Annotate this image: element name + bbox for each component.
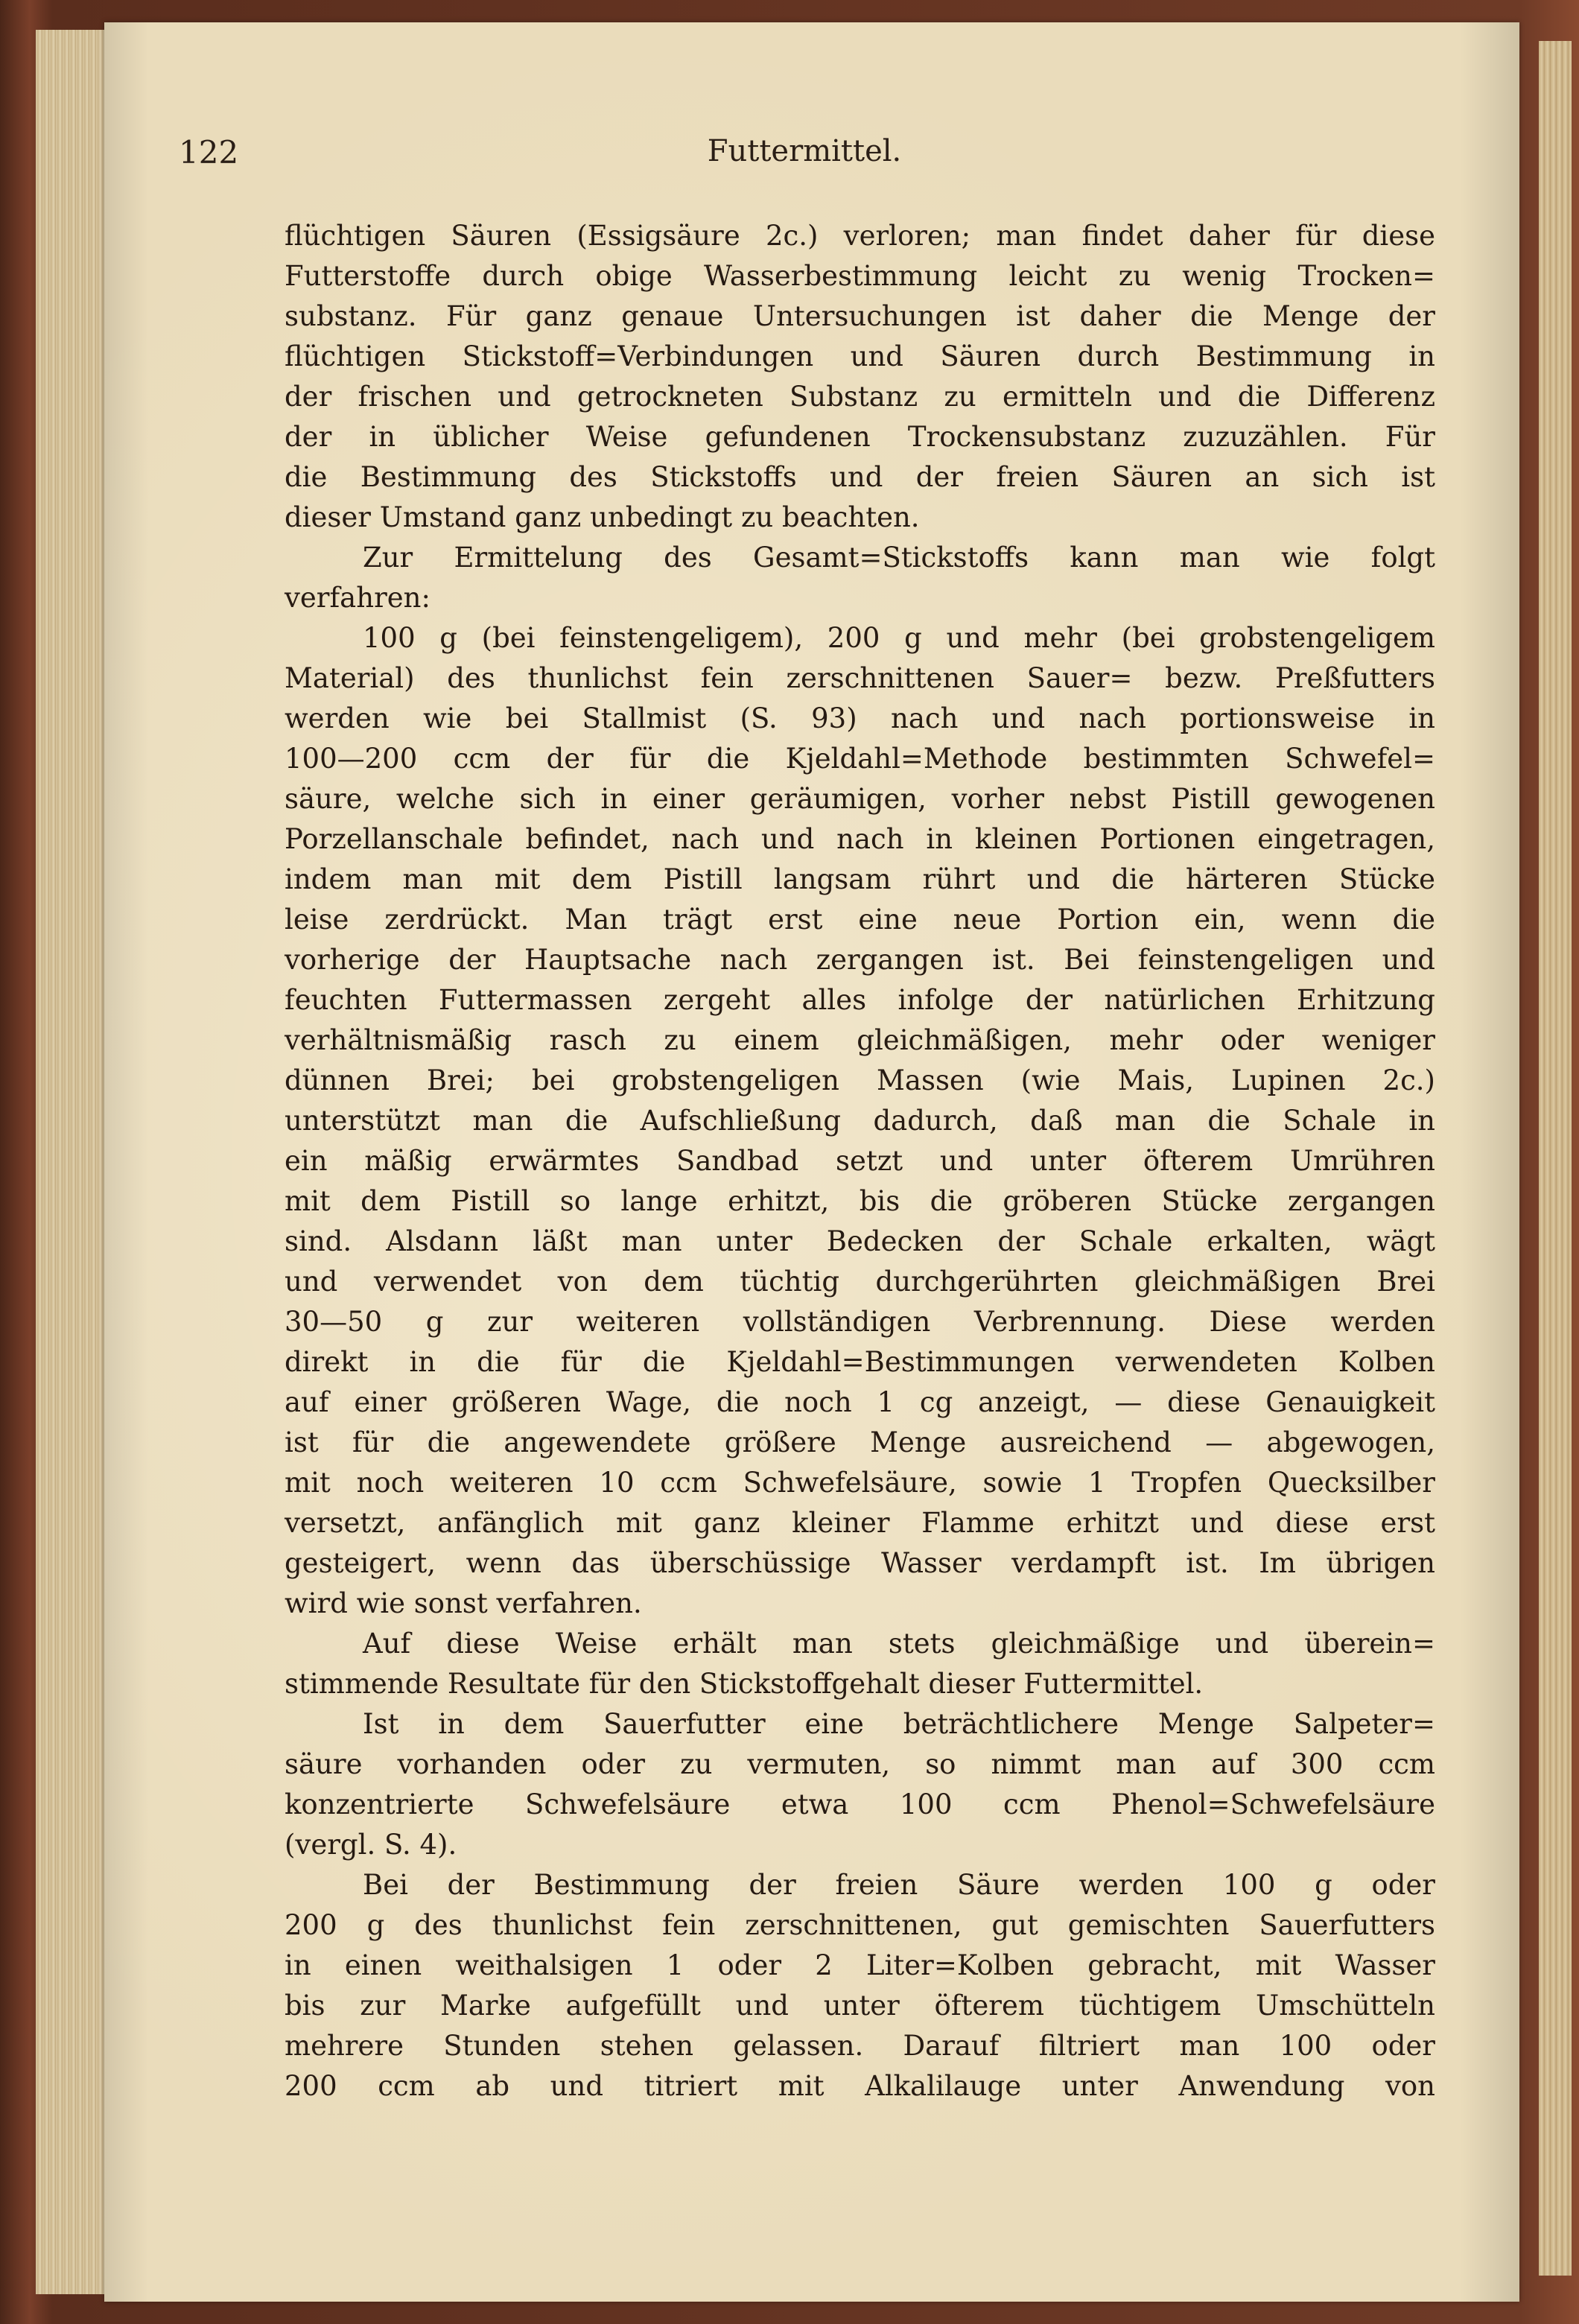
text-line: Ist in dem Sauerfutter eine beträchtlichere Menge Salpeter=: [363, 1708, 1435, 1740]
text-line: stimmende Resultate für den Stickstoffgehalt dieser Futtermittel.: [285, 1668, 1204, 1700]
text-line: bis zur Marke aufgefüllt und unter öfterem tüchtigem Umschütteln: [285, 1990, 1435, 2022]
text-line: Auf diese Weise erhält man stets gleichmäßige und überein=: [363, 1628, 1435, 1660]
text-line: sind. Alsdann läßt man unter Bedecken der Schale erkalten, wägt: [285, 1225, 1435, 1257]
text-line: dieser Umstand ganz unbedingt zu beachten.: [285, 501, 920, 533]
text-line: ein mäßig erwärmtes Sandbad setzt und unter öfterem Umrühren: [285, 1145, 1435, 1177]
text-line: unterstützt man die Aufschließung dadurch, daß man die Schale in: [285, 1105, 1435, 1137]
text-line: verhältnismäßig rasch zu einem gleichmäßigen, mehr oder weniger: [285, 1024, 1435, 1056]
text-line: in einen weithalsigen 1 oder 2 Liter=Kolben gebracht, mit Wasser: [285, 1949, 1435, 1981]
text-line: mit noch weiteren 10 ccm Schwefelsäure, sowie 1 Tropfen Quecksilber: [285, 1467, 1435, 1499]
text-line: werden wie bei Stallmist (S. 93) nach und nach portionsweise in: [285, 702, 1435, 734]
text-line: mit dem Pistill so lange erhitzt, bis die gröberen Stücke zergangen: [285, 1185, 1435, 1217]
text-line: Porzellanschale befindet, nach und nach in kleinen Portionen eingetragen,: [285, 823, 1435, 855]
text-line: Futterstoffe durch obige Wasserbestimmung leicht zu wenig Trocken=: [285, 260, 1435, 292]
text-line: der frischen und getrockneten Substanz zu ermitteln und die Differenz: [285, 381, 1435, 413]
text-line: auf einer größeren Wage, die noch 1 cg anzeigt, — diese Genauigkeit: [285, 1386, 1435, 1418]
text-line: gesteigert, wenn das überschüssige Wasser verdampft ist. Im übrigen: [285, 1547, 1435, 1579]
text-line: wird wie sonst verfahren.: [285, 1587, 642, 1619]
text-line: die Bestimmung des Stickstoffs und der freien Säuren an sich ist: [285, 461, 1435, 493]
text-line: mehrere Stunden stehen gelassen. Darauf filtriert man 100 oder: [285, 2030, 1435, 2062]
text-line: 200 ccm ab und titriert mit Alkalilauge unter Anwendung von: [285, 2070, 1435, 2102]
text-line: dünnen Brei; bei grobstengeligen Massen (wie Mais, Lupinen 2c.): [285, 1064, 1435, 1096]
text-line: und verwendet von dem tüchtig durchgerührten gleichmäßigen Brei: [285, 1266, 1435, 1298]
text-line: 30—50 g zur weiteren vollständigen Verbrennung. Diese werden: [285, 1306, 1435, 1338]
text-line: (vergl. S. 4).: [285, 1829, 457, 1861]
text-line: leise zerdrückt. Man trägt erst eine neue Portion ein, wenn die: [285, 904, 1435, 936]
running-title: Futtermittel.: [707, 134, 902, 168]
text-line: säure vorhanden oder zu vermuten, so nimmt man auf 300 ccm: [285, 1748, 1435, 1780]
text-line: direkt in die für die Kjeldahl=Bestimmungen verwendeten Kolben: [285, 1346, 1435, 1378]
page-number: 122: [179, 134, 239, 171]
text-line: der in üblicher Weise gefundenen Trockensubstanz zuzuzählen. Für: [285, 421, 1435, 453]
text-line: Bei der Bestimmung der freien Säure werden 100 g oder: [363, 1869, 1435, 1901]
body-text: [285, 216, 1435, 2106]
page-header: [179, 134, 1430, 186]
page-edges-right: [1539, 41, 1572, 2276]
text-line: säure, welche sich in einer geräumigen, vorher nebst Pistill gewogenen: [285, 783, 1435, 815]
text-line: verfahren:: [285, 582, 431, 614]
text-line: flüchtigen Säuren (Essigsäure 2c.) verloren; man findet daher für diese: [285, 220, 1435, 252]
text-line: 100—200 ccm der für die Kjeldahl=Methode bestimmten Schwefel=: [285, 743, 1435, 775]
text-line: konzentrierte Schwefelsäure etwa 100 ccm Phenol=Schwefelsäure: [285, 1788, 1435, 1820]
text-line: ist für die angewendete größere Menge ausreichend — abgewogen,: [285, 1426, 1435, 1458]
text-line: 200 g des thunlichst fein zerschnittenen, gut gemischten Sauerfutters: [285, 1909, 1435, 1941]
text-line: Material) des thunlichst fein zerschnittenen Sauer= bezw. Preßfutters: [285, 662, 1435, 694]
text-line: indem man mit dem Pistill langsam rührt und die härteren Stücke: [285, 863, 1435, 895]
text-line: 100 g (bei feinstengeligem), 200 g und mehr (bei grobstengeligem: [363, 622, 1435, 654]
text-line: flüchtigen Stickstoff=Verbindungen und Säuren durch Bestimmung in: [285, 340, 1435, 372]
page-edges-left: [36, 30, 110, 2294]
text-line: Zur Ermittelung des Gesamt=Stickstoffs kann man wie folgt: [363, 542, 1435, 574]
text-line: feuchten Futtermassen zergeht alles infolge der natürlichen Erhitzung: [285, 984, 1435, 1016]
text-line: substanz. Für ganz genaue Untersuchungen ist daher die Menge der: [285, 300, 1435, 332]
text-line: versetzt, anfänglich mit ganz kleiner Flamme erhitzt und diese erst: [285, 1507, 1435, 1539]
text-line: vorherige der Hauptsache nach zergangen ist. Bei feinstengeligen und: [285, 944, 1435, 976]
